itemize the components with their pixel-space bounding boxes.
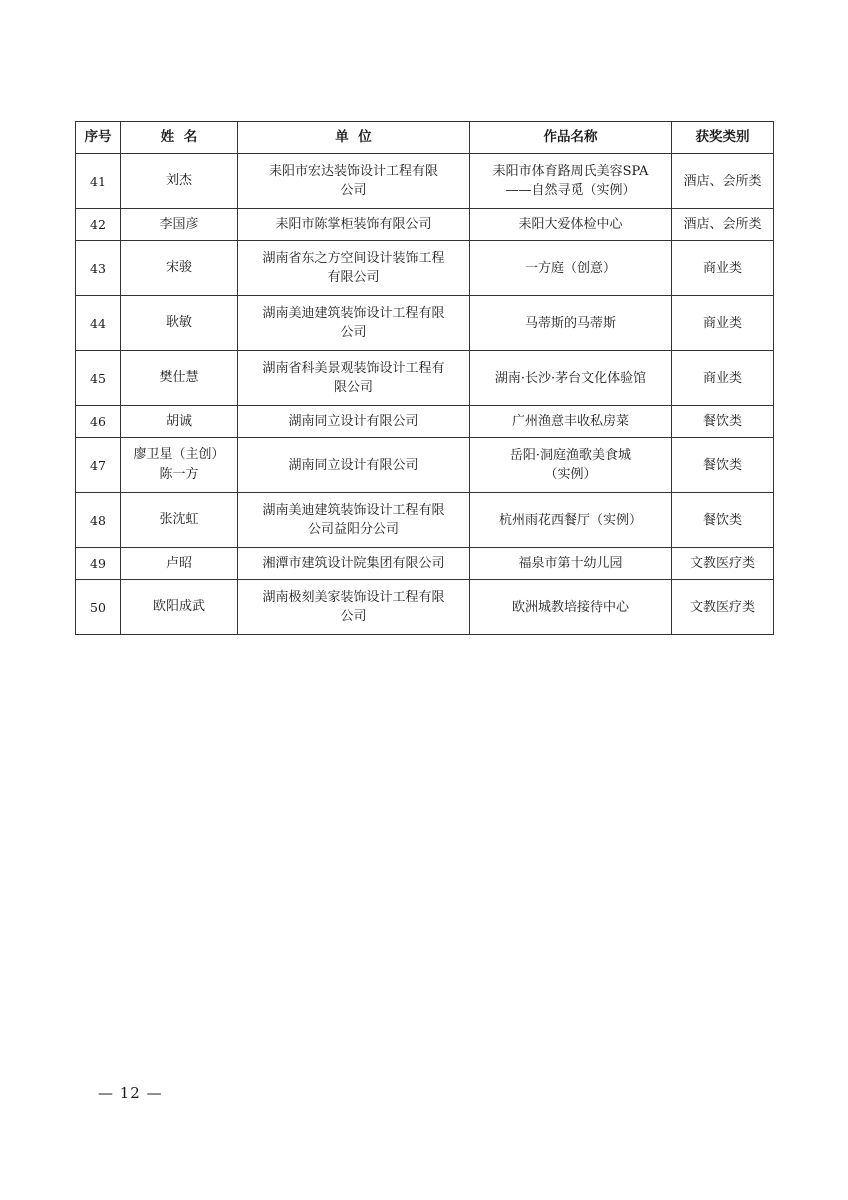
row-unit: [238, 548, 470, 580]
work-line: 耒阳市体育路周氏美容SPA: [492, 164, 649, 179]
row-work: [470, 296, 672, 351]
row-work: [470, 209, 672, 241]
row-name: [121, 296, 238, 351]
row-no: 45: [76, 351, 121, 406]
row-work: [470, 406, 672, 438]
unit-line: 湖南极刻美家装饰设计工程有限: [262, 590, 445, 605]
name-line: 卢昭: [165, 555, 192, 571]
work-line: 欧洲城教培接待中心: [511, 599, 629, 615]
work-line: 广州渔意丰收私房菜: [511, 414, 629, 429]
row-no: 46: [76, 406, 121, 438]
row-name: [121, 548, 238, 580]
unit-line: 公司: [340, 609, 367, 624]
table-row: [76, 438, 774, 493]
row-unit: [238, 241, 470, 296]
unit-line: 湖南同立设计有限公司: [288, 414, 419, 429]
table-header-row: [76, 122, 774, 154]
row-category: 餐饮类: [672, 438, 774, 493]
row-no: 44: [76, 296, 121, 351]
row-name: [121, 154, 238, 209]
work-line: 马蒂斯的马蒂斯: [524, 315, 616, 331]
work-line: 耒阳大爱体检中心: [518, 217, 623, 232]
row-category: 文教医疗类: [672, 580, 774, 635]
unit-line: 公司益阳分公司: [307, 522, 399, 537]
table-row: [76, 351, 774, 406]
row-category: 餐饮类: [672, 493, 774, 548]
unit-line: 公司: [340, 183, 367, 198]
name-line: 耿敏: [165, 315, 192, 330]
unit-line: 限公司: [333, 380, 373, 395]
unit-line: 有限公司: [327, 270, 380, 285]
row-name: [121, 209, 238, 241]
row-work: [470, 154, 672, 209]
row-work: [470, 351, 672, 406]
row-name: [121, 351, 238, 406]
table-row: [76, 154, 774, 209]
work-line: ——自然寻觅（实例）: [505, 183, 636, 198]
row-no: 47: [76, 438, 121, 493]
row-unit: [238, 209, 470, 241]
row-no: 42: [76, 209, 121, 241]
unit-line: 湖南同立设计有限公司: [288, 457, 419, 473]
header-unit: 单 位: [238, 122, 470, 154]
row-unit: [238, 493, 470, 548]
row-category: 文教医疗类: [672, 548, 774, 580]
table-row: [76, 241, 774, 296]
row-category: 商业类: [672, 296, 774, 351]
row-no: 48: [76, 493, 121, 548]
work-line: 湖南·长沙·茅台文化体验馆: [494, 370, 647, 386]
row-no: 49: [76, 548, 121, 580]
name-line: 廖卫星（主创）: [133, 447, 225, 462]
row-unit: [238, 580, 470, 635]
row-category: 酒店、会所类: [672, 209, 774, 241]
work-line: 一方庭（创意）: [524, 260, 616, 276]
name-line: 李国彦: [159, 216, 199, 232]
page-number: — 12 —: [98, 1084, 163, 1102]
header-name: 姓 名: [121, 122, 238, 154]
row-name: [121, 241, 238, 296]
unit-line: 湖南省科美景观装饰设计工程有: [262, 361, 445, 376]
row-no: 41: [76, 154, 121, 209]
table-row: [76, 406, 774, 438]
header-work: 作品名称: [470, 122, 672, 154]
unit-line: 湖南美迪建筑装饰设计工程有限: [262, 306, 445, 321]
row-unit: [238, 438, 470, 493]
row-name: [121, 493, 238, 548]
row-name: [121, 438, 238, 493]
row-unit: [238, 154, 470, 209]
row-category: 商业类: [672, 241, 774, 296]
name-line: 宋骏: [165, 260, 192, 275]
row-unit: [238, 296, 470, 351]
unit-line: 耒阳市陈掌柜装饰有限公司: [275, 217, 432, 232]
name-line: 樊仕慧: [159, 370, 199, 385]
row-work: [470, 548, 672, 580]
row-name: [121, 580, 238, 635]
work-line: （实例）: [544, 467, 597, 482]
row-unit: [238, 406, 470, 438]
unit-line: 公司: [340, 325, 367, 340]
row-category: 餐饮类: [672, 406, 774, 438]
table-row: [76, 548, 774, 580]
table-row: [76, 580, 774, 635]
table-row: [76, 209, 774, 241]
row-work: [470, 438, 672, 493]
table-row: [76, 493, 774, 548]
header-category: 获奖类别: [672, 122, 774, 154]
name-line: 陈一方: [159, 467, 199, 482]
work-line: 福泉市第十幼儿园: [518, 556, 623, 571]
unit-line: 湘潭市建筑设计院集团有限公司: [262, 556, 445, 571]
header-no: 序号: [76, 122, 121, 154]
row-no: 50: [76, 580, 121, 635]
name-line: 刘杰: [165, 173, 192, 188]
row-no: 43: [76, 241, 121, 296]
work-line: 岳阳·洞庭渔歌美食城: [509, 448, 632, 463]
unit-line: 湖南美迪建筑装饰设计工程有限: [262, 503, 445, 518]
unit-line: 湖南省东之方空间设计装饰工程: [262, 251, 445, 266]
row-category: 酒店、会所类: [672, 154, 774, 209]
name-line: 胡诚: [165, 413, 192, 429]
award-table: [75, 121, 774, 635]
row-work: [470, 580, 672, 635]
row-name: [121, 406, 238, 438]
name-line: 张沈虹: [159, 512, 199, 527]
row-work: [470, 241, 672, 296]
work-line: 杭州雨花西餐厅（实例）: [498, 512, 642, 528]
row-category: 商业类: [672, 351, 774, 406]
table-row: [76, 296, 774, 351]
name-line: 欧阳成武: [152, 599, 205, 614]
row-unit: [238, 351, 470, 406]
unit-line: 耒阳市宏达装饰设计工程有限: [268, 164, 438, 179]
row-work: [470, 493, 672, 548]
